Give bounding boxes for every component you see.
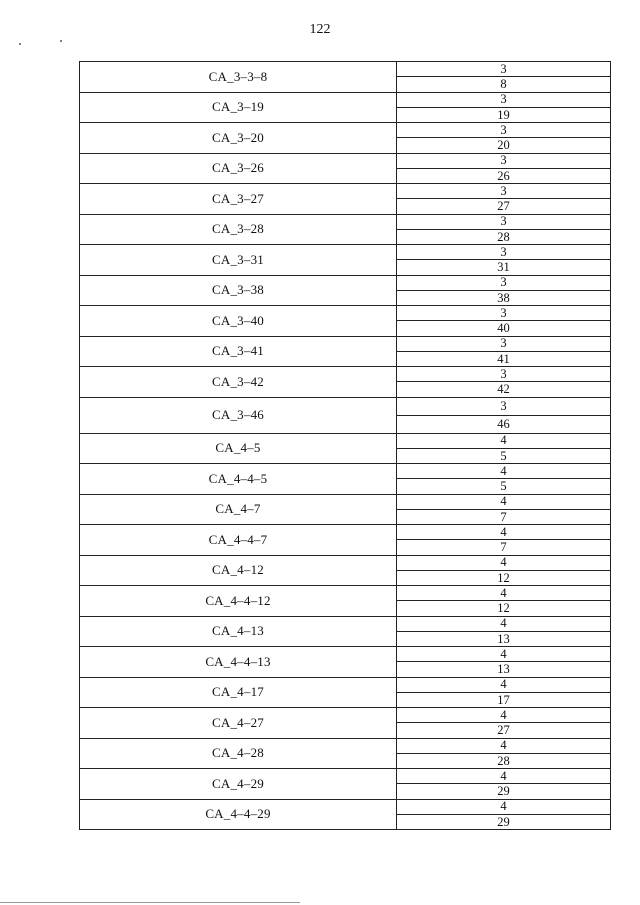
table-row <box>80 398 610 434</box>
value-cell <box>397 769 610 799</box>
value-cell <box>397 464 610 494</box>
table-row <box>80 215 610 246</box>
first-value: 4 <box>397 586 610 601</box>
table-row <box>80 434 610 465</box>
second-value: 19 <box>497 107 510 122</box>
first-value: 3 <box>397 337 610 352</box>
table-row <box>80 276 610 307</box>
table-row <box>80 306 610 337</box>
second-value: 7 <box>500 509 507 524</box>
table-row <box>80 154 610 185</box>
table-row <box>80 62 610 93</box>
first-value: 4 <box>397 556 610 571</box>
table-row <box>80 245 610 276</box>
table-row <box>80 647 610 678</box>
value-cell <box>397 556 610 586</box>
code-cell: CA_4–4–29 <box>80 800 397 830</box>
code-cell: CA_4–4–13 <box>80 647 397 677</box>
code-cell: CA_3–26 <box>80 154 397 184</box>
value-cell <box>397 123 610 153</box>
second-value: 31 <box>497 260 510 275</box>
value-cell <box>397 215 610 245</box>
first-value: 3 <box>397 367 610 382</box>
first-value: 4 <box>397 434 610 449</box>
codes-table <box>79 61 611 830</box>
second-value: 5 <box>500 479 507 494</box>
value-cell <box>397 708 610 738</box>
second-value: 28 <box>497 229 510 244</box>
scan-speck <box>60 40 62 42</box>
table-row <box>80 495 610 526</box>
second-value: 27 <box>497 199 510 214</box>
code-cell: CA_3–41 <box>80 337 397 367</box>
table-row <box>80 739 610 770</box>
second-value: 12 <box>497 601 510 616</box>
code-cell: CA_3–38 <box>80 276 397 306</box>
value-cell <box>397 276 610 306</box>
value-cell <box>397 525 610 555</box>
code-cell: CA_3–20 <box>80 123 397 153</box>
second-value: 13 <box>497 662 510 677</box>
value-cell <box>397 586 610 616</box>
code-cell: CA_3–31 <box>80 245 397 275</box>
value-cell <box>397 678 610 708</box>
second-value: 13 <box>497 631 510 646</box>
code-cell: CA_4–13 <box>80 617 397 647</box>
value-cell <box>397 154 610 184</box>
first-value: 3 <box>397 245 610 260</box>
first-value: 4 <box>397 464 610 479</box>
first-value: 3 <box>397 276 610 291</box>
first-value: 4 <box>397 647 610 662</box>
second-value: 17 <box>497 692 510 707</box>
value-cell <box>397 306 610 336</box>
table-row <box>80 556 610 587</box>
table-row <box>80 708 610 739</box>
value-cell <box>397 495 610 525</box>
value-cell <box>397 434 610 464</box>
second-value: 41 <box>497 351 510 366</box>
first-value: 3 <box>397 398 610 416</box>
code-cell: CA_4–4–12 <box>80 586 397 616</box>
code-cell: CA_4–29 <box>80 769 397 799</box>
second-value: 40 <box>497 321 510 336</box>
second-value: 7 <box>500 540 507 555</box>
table-row <box>80 617 610 648</box>
table-row <box>80 678 610 709</box>
code-cell: CA_3–28 <box>80 215 397 245</box>
value-cell <box>397 245 610 275</box>
second-value: 27 <box>497 723 510 738</box>
code-cell: CA_3–46 <box>80 398 397 433</box>
second-value: 12 <box>497 570 510 585</box>
code-cell: CA_4–28 <box>80 739 397 769</box>
table-row <box>80 184 610 215</box>
value-cell <box>397 739 610 769</box>
table-row <box>80 525 610 556</box>
second-value: 26 <box>497 168 510 183</box>
value-cell <box>397 647 610 677</box>
code-cell: CA_3–40 <box>80 306 397 336</box>
second-value: 28 <box>497 753 510 768</box>
table-row <box>80 464 610 495</box>
code-cell: CA_3–19 <box>80 93 397 123</box>
table-row <box>80 769 610 800</box>
table-row <box>80 586 610 617</box>
first-value: 3 <box>397 184 610 199</box>
first-value: 3 <box>397 215 610 230</box>
table-row <box>80 93 610 124</box>
code-cell: CA_3–27 <box>80 184 397 214</box>
value-cell <box>397 367 610 397</box>
code-cell: CA_3–3–8 <box>80 62 397 92</box>
code-cell: CA_4–12 <box>80 556 397 586</box>
code-cell: CA_4–27 <box>80 708 397 738</box>
second-value: 38 <box>497 290 510 305</box>
value-cell <box>397 93 610 123</box>
second-value: 5 <box>500 448 507 463</box>
code-cell: CA_4–7 <box>80 495 397 525</box>
value-cell <box>397 62 610 92</box>
first-value: 3 <box>397 123 610 138</box>
first-value: 3 <box>397 62 610 77</box>
code-cell: CA_3–42 <box>80 367 397 397</box>
table-row <box>80 800 610 831</box>
value-cell <box>397 184 610 214</box>
value-cell <box>397 337 610 367</box>
bottom-rule <box>0 902 300 903</box>
first-value: 3 <box>397 154 610 169</box>
table-row <box>80 123 610 154</box>
code-cell: CA_4–5 <box>80 434 397 464</box>
value-cell <box>397 800 610 830</box>
first-value: 3 <box>397 93 610 108</box>
code-cell: CA_4–17 <box>80 678 397 708</box>
first-value: 4 <box>397 769 610 784</box>
table-row <box>80 337 610 368</box>
page-number: 122 <box>309 22 331 37</box>
first-value: 4 <box>397 678 610 693</box>
second-value: 42 <box>497 382 510 397</box>
second-value: 8 <box>500 77 507 92</box>
first-value: 4 <box>397 739 610 754</box>
first-value: 4 <box>397 708 610 723</box>
scan-speck <box>19 43 21 45</box>
table-row <box>80 367 610 398</box>
first-value: 4 <box>397 525 610 540</box>
first-value: 3 <box>397 306 610 321</box>
second-value: 29 <box>497 814 510 829</box>
value-cell <box>397 617 610 647</box>
first-value: 4 <box>397 495 610 510</box>
value-cell <box>397 398 610 433</box>
first-value: 4 <box>397 800 610 815</box>
second-value: 29 <box>497 784 510 799</box>
code-cell: CA_4–4–5 <box>80 464 397 494</box>
second-value: 46 <box>497 416 510 431</box>
code-cell: CA_4–4–7 <box>80 525 397 555</box>
first-value: 4 <box>397 617 610 632</box>
second-value: 20 <box>497 138 510 153</box>
